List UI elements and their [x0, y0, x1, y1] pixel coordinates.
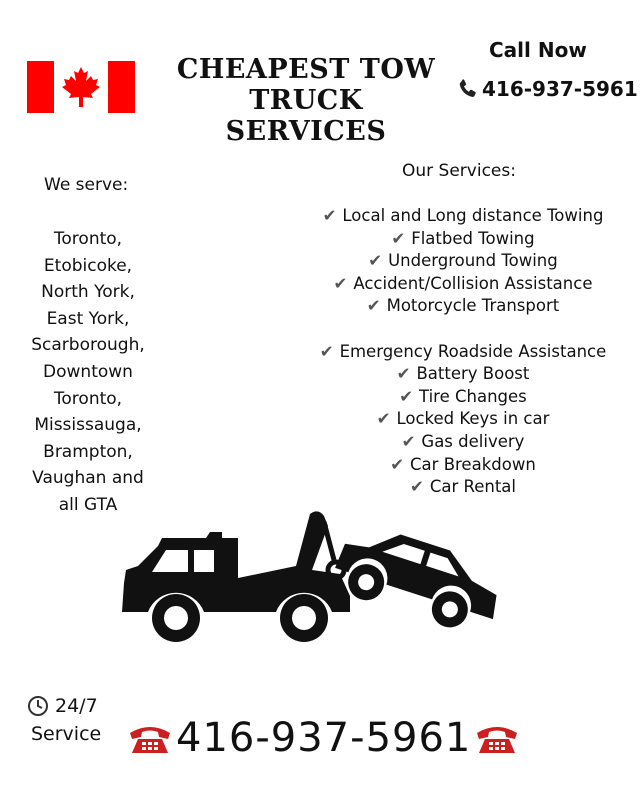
- service-label: Local and Long distance Towing: [342, 206, 604, 225]
- service-label: Underground Towing: [388, 251, 558, 271]
- city-item: Vaughan and: [32, 468, 144, 489]
- checkmark-icon: ✔: [319, 341, 334, 361]
- call-now-label: Call Now: [489, 38, 587, 62]
- services-list: [300, 205, 626, 499]
- service-item: [300, 341, 626, 364]
- service-item: [300, 205, 626, 228]
- service-item: [300, 250, 626, 273]
- title-line: SERVICES: [225, 116, 387, 147]
- tow-truck-icon: [118, 508, 502, 646]
- checkmark-icon: ✔: [401, 431, 416, 451]
- canada-flag-icon: [27, 61, 135, 113]
- title-line: TRUCK: [249, 85, 363, 116]
- service-item: [300, 454, 626, 477]
- checkmark-icon: ✔: [322, 206, 337, 225]
- city-item: Scarborough,: [31, 335, 145, 356]
- checkmark-icon: ✔: [391, 228, 406, 248]
- service-label: Accident/Collision Assistance: [353, 273, 593, 293]
- city-item: Etobicoke,: [43, 255, 133, 276]
- service-label-footer: Service: [31, 723, 102, 745]
- service-label: Flatbed Towing: [411, 228, 535, 248]
- service-item: [300, 386, 626, 409]
- clock-icon: [27, 695, 49, 717]
- title-line: CHEAPEST TOW: [176, 54, 436, 85]
- serve-heading: We serve:: [44, 175, 129, 195]
- checkmark-icon: ✔: [390, 454, 405, 474]
- service-item: [300, 363, 626, 386]
- footer-phone[interactable]: [128, 712, 519, 764]
- service-item: [300, 273, 626, 296]
- service-label: Car Rental: [429, 477, 516, 497]
- service-item: [300, 476, 626, 499]
- phone-handset-icon: [456, 77, 480, 101]
- city-item: all GTA: [58, 494, 118, 515]
- service-item: [300, 431, 626, 454]
- city-item: East York,: [46, 308, 130, 329]
- city-item: Toronto,: [53, 229, 123, 249]
- service-item: [300, 295, 626, 318]
- telephone-icon: [128, 721, 172, 755]
- city-item: Mississauga,: [34, 415, 142, 436]
- city-item: Brampton,: [43, 441, 133, 462]
- hours-label: 24/7: [55, 695, 98, 717]
- page-title: [170, 54, 442, 147]
- checkmark-icon: ✔: [376, 409, 391, 429]
- city-item: Toronto,: [53, 388, 123, 409]
- checkmark-icon: ✔: [366, 296, 381, 316]
- footer-phone-number: 416-937-5961: [176, 715, 472, 761]
- service-label: Locked Keys in car: [396, 409, 550, 429]
- telephone-icon: [475, 721, 519, 755]
- service-label: Gas delivery: [421, 431, 525, 451]
- city-item: Downtown: [43, 361, 133, 382]
- header-phone[interactable]: [456, 77, 638, 101]
- section-spacer: [300, 318, 626, 341]
- services-heading: Our Services:: [402, 161, 516, 181]
- service-label: Motorcycle Transport: [386, 296, 560, 316]
- checkmark-icon: ✔: [333, 273, 348, 293]
- service-label: Battery Boost: [416, 364, 530, 384]
- service-label: Tire Changes: [419, 386, 527, 406]
- hours-row: [27, 695, 98, 717]
- city-item: North York,: [41, 282, 135, 303]
- service-item: [300, 408, 626, 431]
- checkmark-icon: ✔: [399, 386, 414, 406]
- city-list: [20, 226, 156, 519]
- service-label: Car Breakdown: [410, 454, 536, 474]
- service-label: Emergency Roadside Assistance: [339, 341, 607, 361]
- header-phone-number: 416-937-5961: [482, 77, 638, 101]
- checkmark-icon: ✔: [396, 364, 411, 384]
- service-item: [300, 228, 626, 251]
- checkmark-icon: ✔: [368, 251, 383, 271]
- checkmark-icon: ✔: [410, 477, 424, 497]
